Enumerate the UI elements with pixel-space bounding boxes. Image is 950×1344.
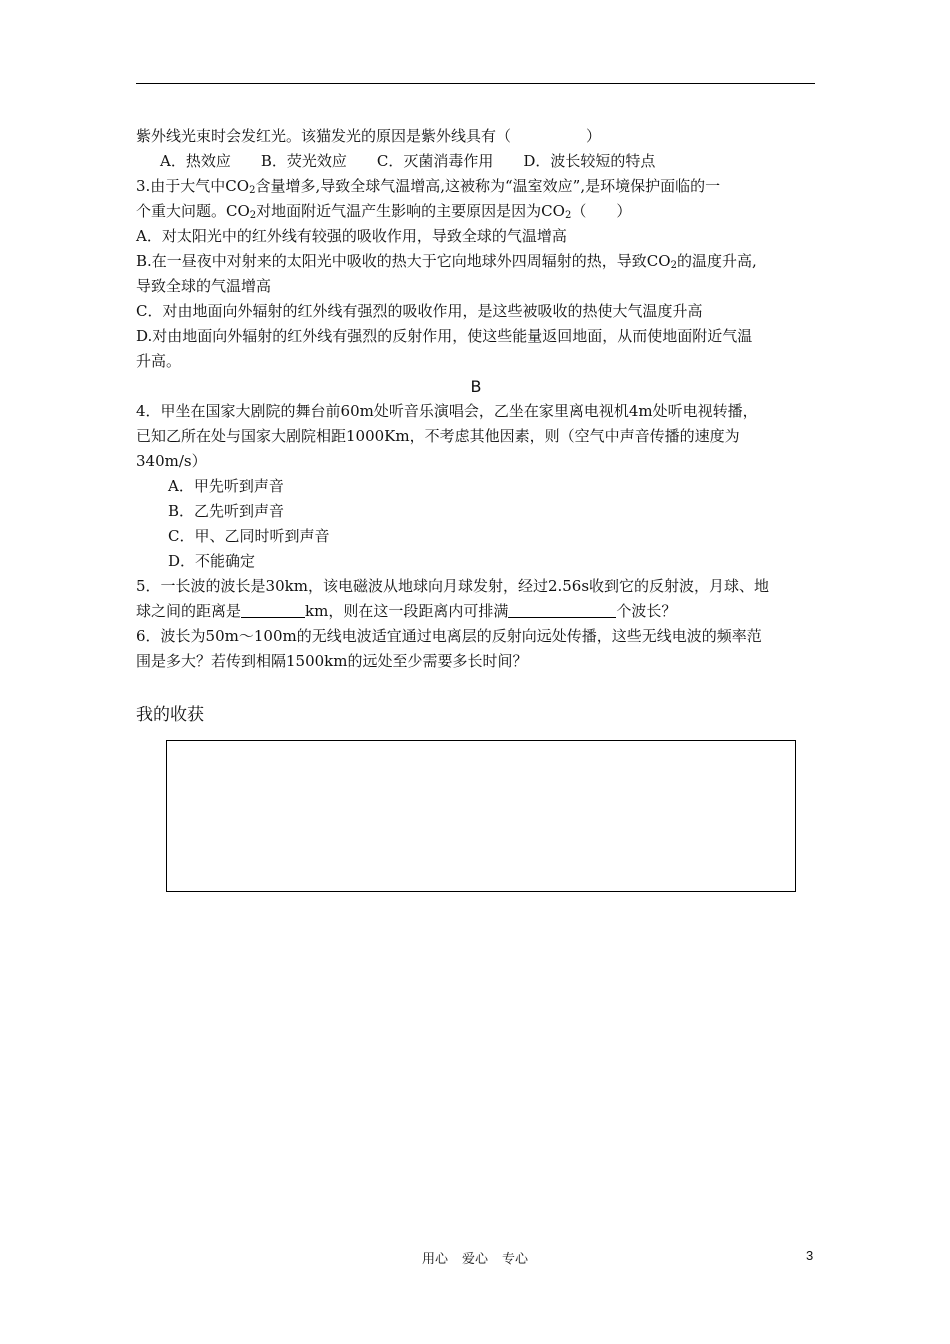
q3-option-b-line-1: B.在一昼夜中对射来的太阳光中吸收的热大于它向地球外四周辐射的热，导致$CO_2$的温度升高, <box>136 252 757 271</box>
q3-option-d-line-1: D.对由地面向外辐射的红外线有强烈的反射作用，使这些能量返回地面，从而使地面附近气温 <box>136 327 753 345</box>
q5-line-1: 5．一长波的波长是30km，该电磁波从地球向月球发射，经过2.56s收到它的反射波，月球、地 <box>136 577 770 595</box>
q4-option-c: C．甲、乙同时听到声音 <box>168 527 330 545</box>
section-b-heading: B <box>470 377 482 396</box>
q4-line-2: 已知乙所在处与国家大剧院相距1000Km，不考虑其他因素，则（空气中声音传播的速度为 <box>136 427 740 445</box>
page-number: 3 <box>806 1248 814 1263</box>
wavelength-count-blank[interactable] <box>508 600 616 618</box>
q3-option-a: A．对太阳光中的红外线有较强的吸收作用，导致全球的气温增高 <box>136 227 567 245</box>
distance-blank[interactable] <box>241 600 305 618</box>
q4-option-b: B．乙先听到声音 <box>168 502 285 520</box>
header-rule <box>136 83 815 84</box>
q5-line-2: 球之间的距离是 km，则在这一段距离内可排满 个波长？ <box>136 602 677 620</box>
q2-options: A．热效应 B．荧光效应 C．灭菌消毒作用 D．波长较短的特点 <box>160 152 656 170</box>
footer-motto-2: 爱心 <box>461 1252 488 1267</box>
q4-option-a: A．甲先听到声音 <box>168 477 284 495</box>
q3-option-d-line-2: 升高。 <box>136 352 182 370</box>
q3-option-c: C．对由地面向外辐射的红外线有强烈的吸收作用，是这些被吸收的热使大气温度升高 <box>136 302 703 320</box>
q3-option-b-line-2: 导致全球的气温增高 <box>136 277 272 295</box>
footer-motto-1: 用心 <box>421 1252 448 1267</box>
q3-line-2: 个重大问题。$CO_2$对地面附近气温产生影响的主要原因是因为$CO_2$（ ） <box>136 202 632 221</box>
q4-line-1: 4．甲坐在国家大剧院的舞台前60m处听音乐演唱会，乙坐在家里离电视机4m处听电视转播， <box>136 402 758 420</box>
q6-line-2: 围是多大？若传到相隔1500km的远处至少需要多长时间？ <box>136 652 528 670</box>
q4-line-3: 340m/s） <box>136 452 207 470</box>
q6-line-1: 6．波长为50m～100m的无线电波适宜通过电离层的反射向远处传播，这些无线电波的频率范 <box>136 627 762 645</box>
q3-line-1: 3.由于大气中$CO_2$含量增多,导致全球气温增高,这被称为“温室效应”,是环境保护面临的一 <box>136 177 721 196</box>
document-body <box>136 124 816 674</box>
footer-motto-3: 专心 <box>502 1252 529 1267</box>
q4-option-d: D．不能确定 <box>168 552 256 570</box>
harvest-title: 我的收获 <box>136 705 204 725</box>
q2-tail-line: 紫外线光束时会发红光。该猫发光的原因是紫外线具有（ ） <box>136 127 602 145</box>
harvest-answer-box[interactable] <box>166 740 796 892</box>
